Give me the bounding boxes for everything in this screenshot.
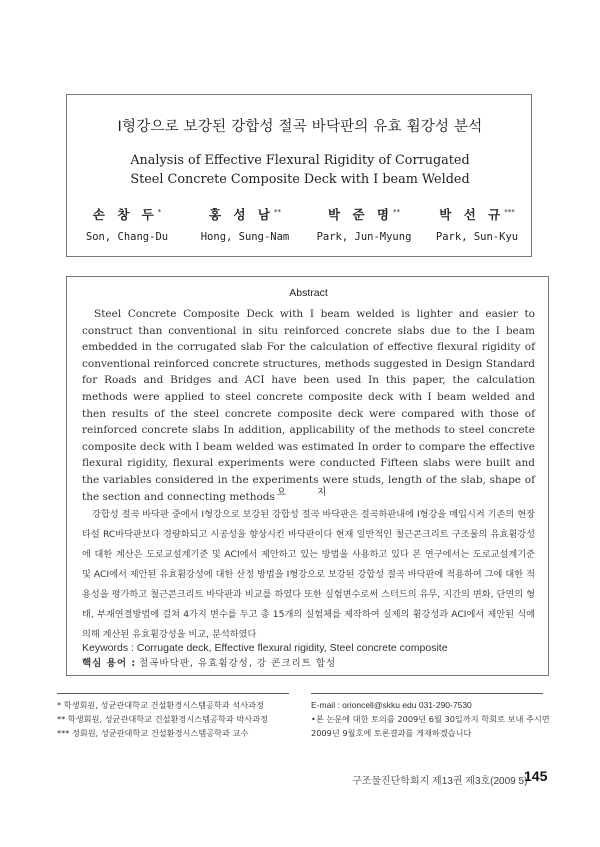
english-title-line1: Analysis of Effective Flexural Rigidity of Corrugated: [130, 153, 470, 168]
title-box: [66, 94, 532, 257]
author-2-mark: **: [273, 207, 281, 216]
journal-citation: 구조물진단학회지 제13권 제3호(2009 5): [352, 776, 528, 787]
author-3-mark: **: [392, 207, 400, 216]
english-title: [67, 151, 533, 189]
footnote-affiliation-3: *** 정회원, 성균관대학교 건설환경시스템공학과 교수: [57, 728, 249, 738]
abstract-text: Steel Concrete Composite Deck with I beam welded is lighter and easier to construct than conventional in situ reinforced concrete slabs due to the I beam embedded in the corrugated slab For the calculation of effective flexural rigidity of conventional reinforced concrete structures, methods suggested in Design Standard for Roads and Bridges and ACI have been used In this paper, the calculation methods were applied to steel concrete composite deck with I beam welded and then results of the steel concrete composite deck were compared with those of reinforced concrete slabs In addition, applicability of the methods to steel concrete composite deck with I beam welded was estimated In order to compare the effective flexural rigidity, flexural experiments were conducted Fifteen slabs were built and the variables considered in the experiments were studs, length of the slab, shape of the section and connecting methods: [82, 308, 535, 503]
author-1-en: Son, Chang-Du: [85, 231, 169, 243]
author-3-en: Park, Jun-Myung: [316, 231, 412, 243]
footnote-affiliation-1: * 학생회원, 성균관대학교 건설환경시스템공학과 석사과정: [57, 700, 264, 710]
author-1: [67, 205, 187, 243]
abstract-heading: Abstract: [289, 287, 328, 299]
yoji-heading: 요 지: [276, 487, 341, 498]
author-2-en: Hong, Sung-Nam: [200, 231, 290, 243]
abstract-box: [66, 276, 549, 676]
keywords-ko-label: 핵심 용어 :: [82, 658, 137, 669]
footnote-rule-left: [57, 693, 289, 694]
footnote-affiliation-2: ** 학생회원, 성균관대학교 건설환경시스템공학과 박사과정: [57, 714, 269, 724]
korean-title: I형강으로 보강된 강합성 절곡 바닥판의 유효 휨강성 분석: [117, 119, 483, 135]
author-2-ko: 홍 성 남: [209, 207, 274, 222]
yoji-text: 강합성 절곡 바닥판 중에서 I형강으로 보강된 강합성 절곡 바닥판은 절곡하판내에 I형강을 매입시켜 기존의 현장타설 RC바닥판보다 경량화되고 시공성을 향상시킨 바닥판이다 현재 일반적인 철근콘크리트 구조물의 유효휨강성에 대한 계산은 도로교설계기준 및 ACI에서 제안하고 있는 방법을 사용하고 있다 본 연구에서는 도로교설계기준 및 ACI에서 제안된 유효휨강성에 대한 산정 방법을 I형강으로 보강된 강합성 절곡 바닥판에 적용하여 그에 대한 적용성을 평가하고 철근콘크리트 바닥판과 비교를 하였다 또한 실험변수로써 스터드의 유무, 지간의 변화, 단면의 형태, 부재연결방법에 걸쳐 4가지 변수를 두고 총 15개의 실험체를 제작하여 실제의 휨강성과 ACI에서 제안된 식에 의해 계산된 유효휨강성을 비교, 분석하였다: [82, 509, 535, 640]
author-1-ko: 손 창 두: [92, 207, 158, 222]
author-4-en: Park, Sun-Kyu: [435, 231, 519, 243]
author-1-mark: *: [157, 207, 162, 216]
footnote-discussion-note: •본 논문에 대한 토의를 2009년 6월 30일까지 학회로 보내 주시면 2009년 9월호에 토론결과를 게재하겠습니다: [311, 714, 550, 738]
keywords-ko-value: 절곡바닥판, 유효휨강성, 강 콘크리트 합성: [139, 658, 337, 669]
page-number: 145: [524, 768, 548, 784]
keywords-en-label: Keywords :: [82, 642, 134, 654]
footnotes-affiliations: [57, 698, 268, 740]
author-2: [185, 205, 305, 243]
keywords: [82, 641, 542, 671]
author-3-ko: 박 준 명: [328, 207, 393, 222]
author-4-ko: 박 선 규: [439, 207, 505, 222]
keywords-en: [82, 641, 542, 656]
author-3: [304, 205, 424, 243]
author-4-mark: ***: [504, 207, 515, 216]
keywords-ko: [82, 656, 542, 671]
footnote-rule-right: [311, 693, 543, 694]
english-title-line2: Steel Concrete Composite Deck with I beam Welded: [130, 172, 470, 187]
footnotes-contact: [311, 698, 551, 740]
keywords-en-value: Corrugate deck, Effective flexural rigidity, Steel concrete composite: [136, 642, 448, 654]
footnote-email: E-mail : orioncell@skku edu 031-290-7530: [311, 700, 472, 710]
author-4: [417, 205, 537, 243]
